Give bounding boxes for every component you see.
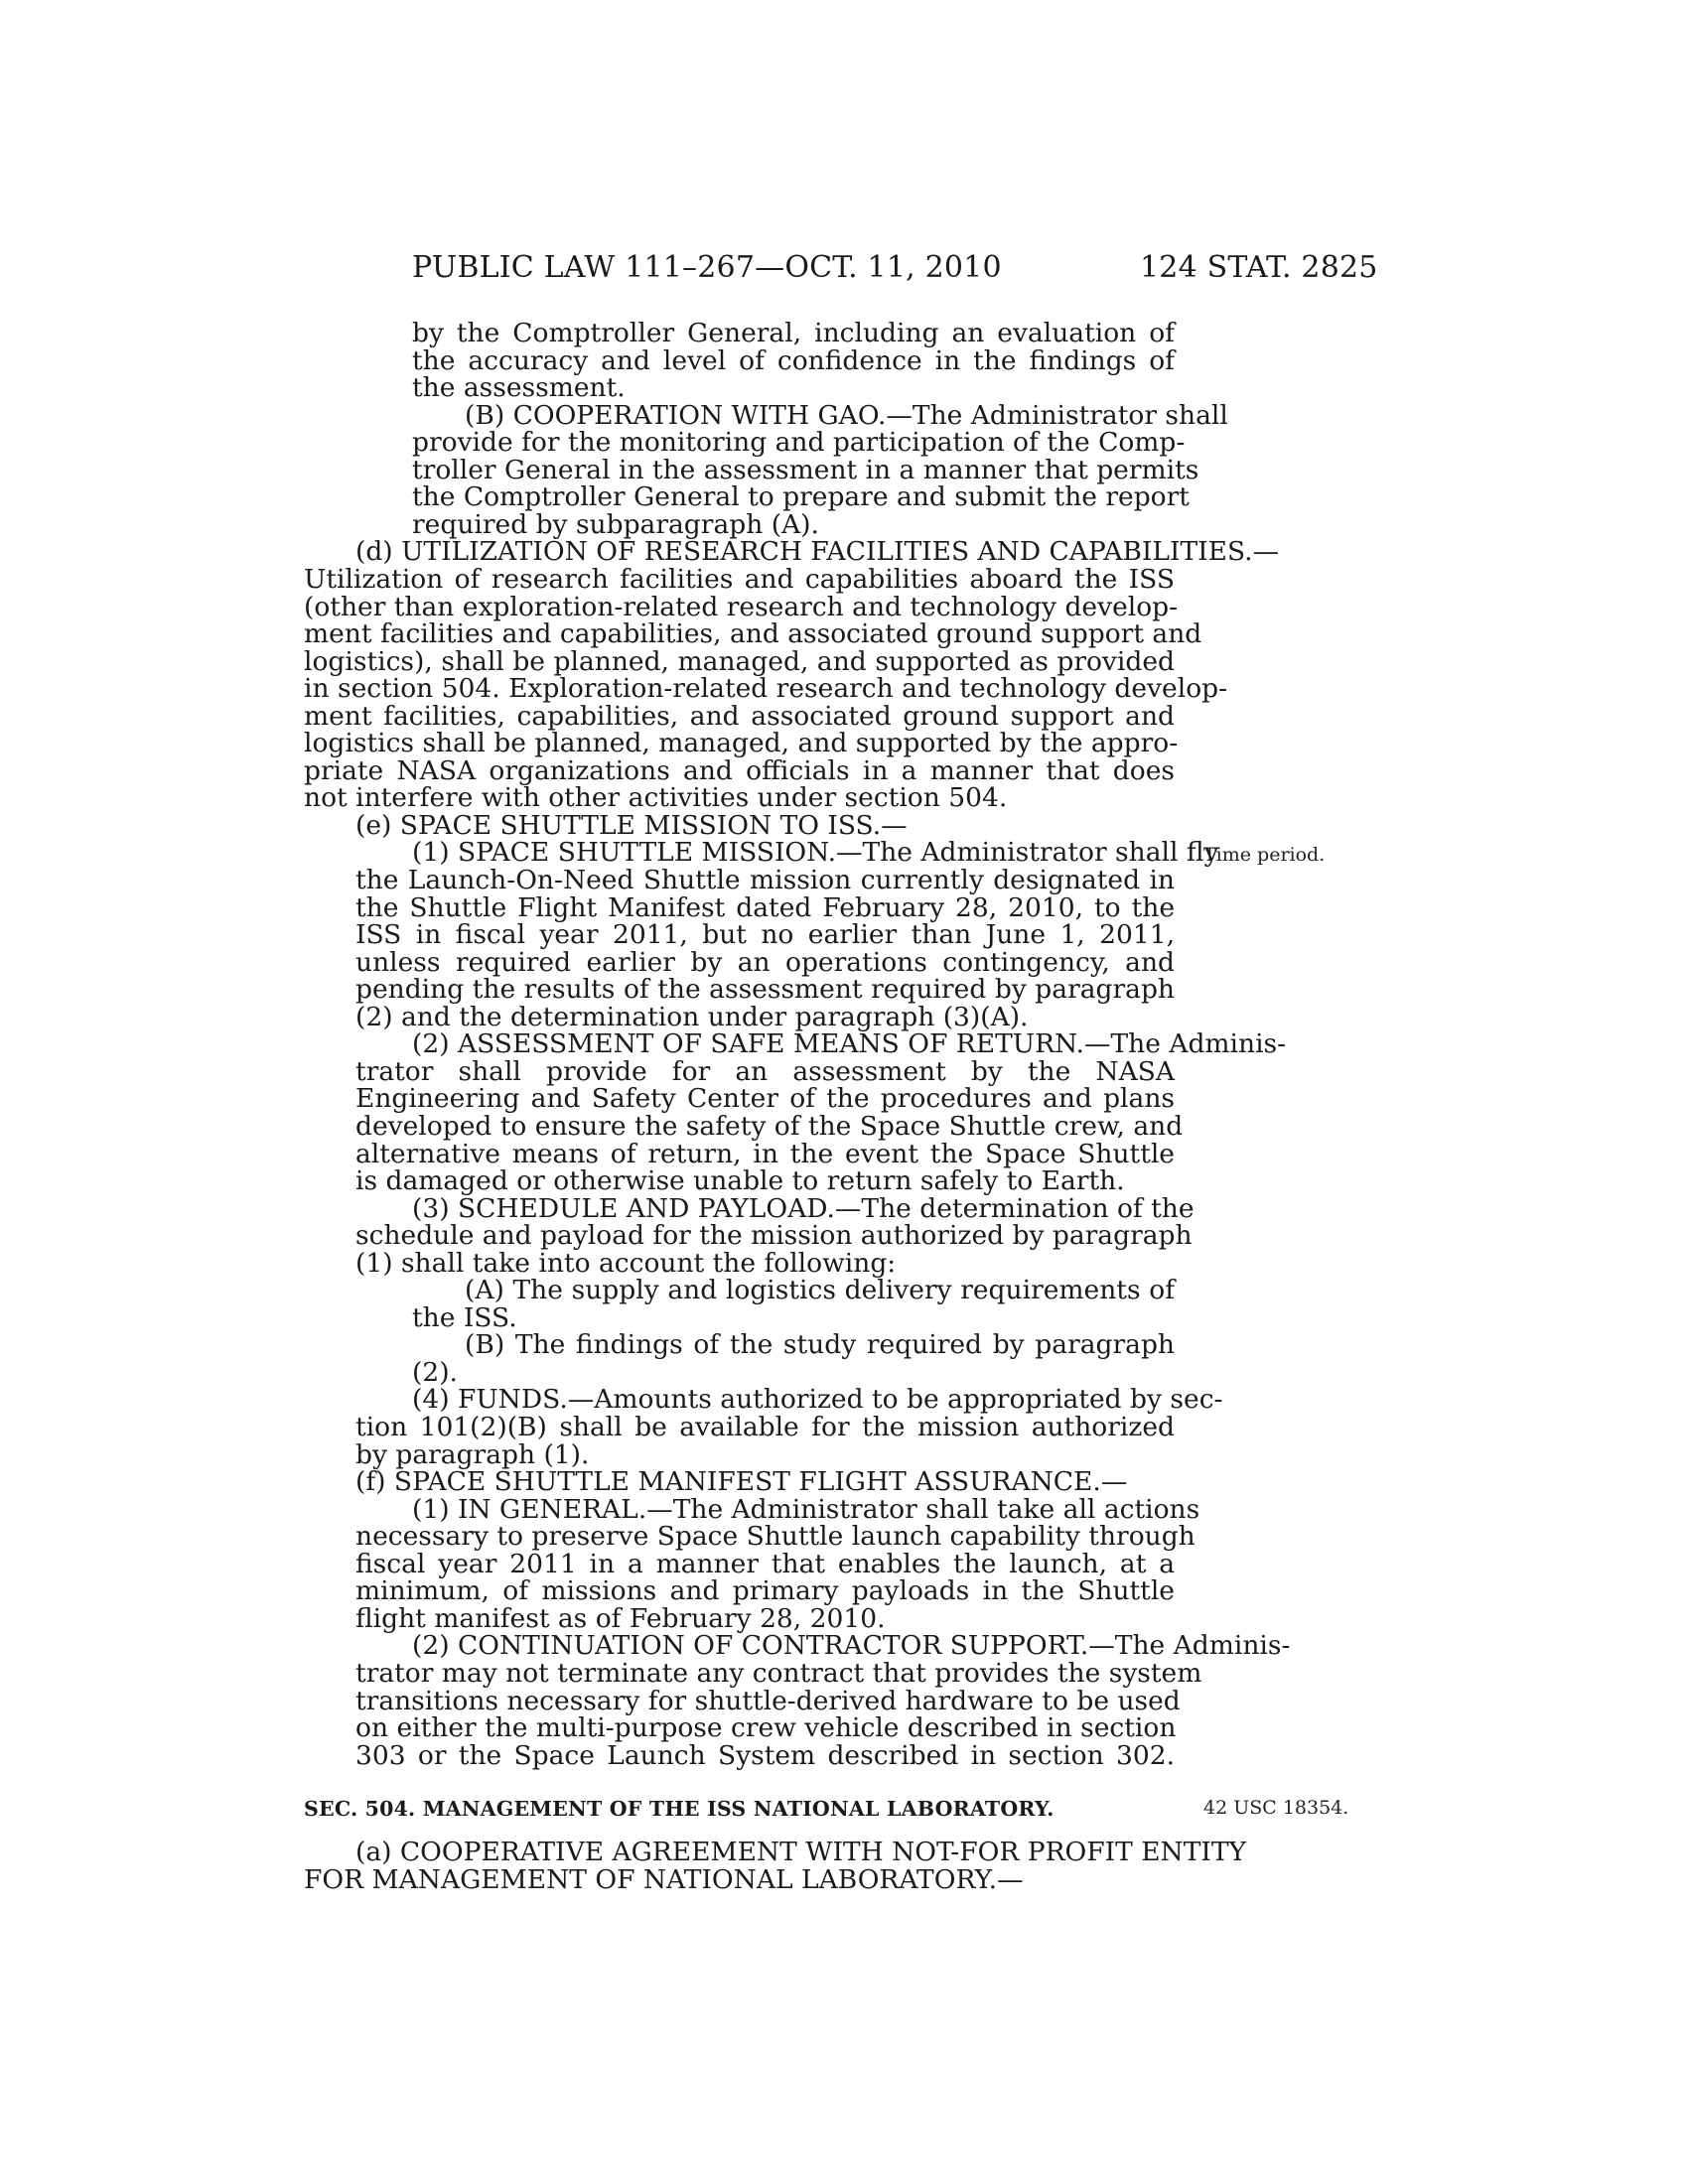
text-line: (1) IN GENERAL.—The Administrator shall take all actions bbox=[412, 1493, 1200, 1525]
text-line: troller General in the assessment in a manner that permits bbox=[412, 454, 1199, 485]
text-line: fiscal year 2011 in a manner that enables the launch, at a bbox=[355, 1548, 1175, 1579]
text-line: 303 or the Space Launch System described in section 302. bbox=[355, 1739, 1175, 1771]
text-line: (2). bbox=[412, 1356, 458, 1388]
text-line: in section 504. Exploration-related research and technology develop- bbox=[304, 673, 1228, 705]
text-line: by the Comptroller General, including an evaluation of bbox=[412, 318, 1175, 348]
text-line: necessary to preserve Space Shuttle launch capability through bbox=[355, 1521, 1196, 1553]
text-line: (2) ASSESSMENT OF SAFE MEANS OF RETURN.—The Adminis- bbox=[412, 1028, 1287, 1060]
text-line: trator shall provide for an assessment by the NASA bbox=[355, 1055, 1175, 1087]
text-line: (2) CONTINUATION OF CONTRACTOR SUPPORT.—The Adminis- bbox=[412, 1630, 1291, 1662]
text-line: (2) and the determination under paragraph (3)(A). bbox=[355, 1001, 1029, 1032]
text-line: alternative means of return, in the event the Space Shuttle bbox=[355, 1138, 1175, 1169]
text-line: tion 101(2)(B) shall be available for the mission authorized bbox=[355, 1412, 1175, 1442]
text-line: (B) COOPERATION WITH GAO.—The Administrator shall bbox=[465, 399, 1228, 431]
text-line: unless required earlier by an operations contingency, and bbox=[355, 946, 1175, 978]
text-line: flight manifest as of February 28, 2010. bbox=[355, 1602, 886, 1634]
text-line: (e) SPACE SHUTTLE MISSION TO ISS.— bbox=[355, 809, 908, 841]
running-header-right: 124 STAT. 2825 bbox=[1140, 250, 1378, 285]
text-line: (A) The supply and logistics delivery requirements of bbox=[465, 1275, 1175, 1306]
text-line: the ISS. bbox=[412, 1301, 517, 1333]
text-line: trator may not terminate any contract that provides the system bbox=[355, 1657, 1202, 1689]
text-line: Utilization of research facilities and capabilities aboard the ISS bbox=[304, 563, 1175, 595]
text-line: ment facilities and capabilities, and associated ground support and bbox=[304, 618, 1202, 650]
text-line: logistics), shall be planned, managed, and supported as provided bbox=[304, 645, 1175, 677]
text-line: priate NASA organizations and officials in a manner that does bbox=[304, 754, 1175, 786]
text-line: the accuracy and level of confidence in the findings of bbox=[412, 344, 1175, 376]
margin-note-time-period: Time period. bbox=[1203, 844, 1326, 866]
text-line: (other than exploration-related research and technology develop- bbox=[304, 591, 1179, 622]
text-line: the Shuttle Flight Manifest dated February 28, 2010, to the bbox=[355, 891, 1175, 923]
text-line: (f) SPACE SHUTTLE MANIFEST FLIGHT ASSURANCE.— bbox=[355, 1466, 1128, 1498]
text-line: on either the multi-purpose crew vehicle described in section bbox=[355, 1712, 1177, 1744]
text-line: is damaged or otherwise unable to return safely to Earth. bbox=[355, 1165, 1125, 1197]
text-line: required by subparagraph (A). bbox=[412, 508, 819, 540]
text-line: ment facilities, capabilities, and associated ground support and bbox=[304, 700, 1175, 732]
text-line: the Launch-On-Need Shuttle mission currently designated in bbox=[355, 865, 1175, 895]
text-line: the assessment. bbox=[412, 372, 626, 404]
text-line: FOR MANAGEMENT OF NATIONAL LABORATORY.— bbox=[304, 1863, 1024, 1895]
margin-note-usc: 42 USC 18354. bbox=[1203, 1797, 1349, 1819]
text-line: developed to ensure the safety of the Space Shuttle crew, and bbox=[355, 1110, 1184, 1142]
text-line: minimum, of missions and primary payloads in the Shuttle bbox=[355, 1575, 1175, 1607]
text-line: ISS in fiscal year 2011, but no earlier than June 1, 2011, bbox=[355, 919, 1175, 951]
text-line: schedule and payload for the mission authorized by paragraph bbox=[355, 1220, 1193, 1252]
text-line: provide for the monitoring and participation of the Comp- bbox=[412, 427, 1186, 459]
text-line: (3) SCHEDULE AND PAYLOAD.—The determination of the bbox=[412, 1192, 1195, 1224]
text-line: (1) shall take into account the following: bbox=[355, 1247, 897, 1279]
text-line: (1) SPACE SHUTTLE MISSION.—The Administrator shall fly bbox=[412, 837, 1219, 869]
text-line: by paragraph (1). bbox=[355, 1438, 590, 1470]
text-line: logistics shall be planned, managed, and supported by the appro- bbox=[304, 728, 1179, 759]
text-line: pending the results of the assessment required by paragraph bbox=[355, 974, 1175, 1006]
text-line: (4) FUNDS.—Amounts authorized to be appropriated by sec- bbox=[412, 1384, 1223, 1416]
running-header-left: PUBLIC LAW 111–267—OCT. 11, 2010 bbox=[412, 250, 1002, 285]
text-line: not interfere with other activities under section 504. bbox=[304, 782, 1008, 814]
text-line: (a) COOPERATIVE AGREEMENT WITH NOT-FOR PROFIT ENTITY bbox=[355, 1837, 1247, 1867]
text-line: transitions necessary for shuttle-derived hardware to be used bbox=[355, 1685, 1181, 1716]
text-line: the Comptroller General to prepare and submit the report bbox=[412, 481, 1190, 513]
text-line: (d) UTILIZATION OF RESEARCH FACILITIES AND CAPABILITIES.— bbox=[355, 536, 1280, 568]
text-line: (B) The findings of the study required by paragraph bbox=[465, 1329, 1175, 1361]
section-heading: SEC. 504. MANAGEMENT OF THE ISS NATIONAL LABORATORY. bbox=[304, 1797, 1055, 1821]
text-line: Engineering and Safety Center of the procedures and plans bbox=[355, 1083, 1175, 1115]
